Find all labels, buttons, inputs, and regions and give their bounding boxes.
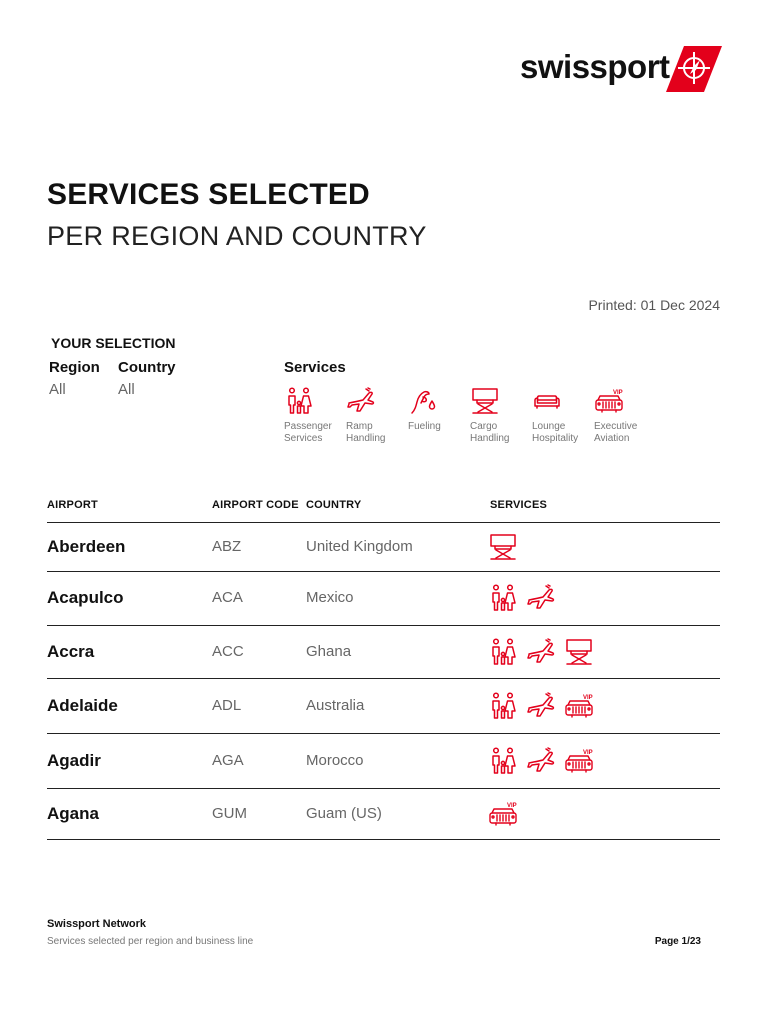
col-header-country: COUNTRY bbox=[306, 499, 362, 511]
footer-subtitle: Services selected per region and business line bbox=[47, 936, 254, 947]
legend-label: Executive Aviation bbox=[594, 421, 638, 444]
airport-code: ACA bbox=[212, 589, 243, 606]
passenger-services-icon bbox=[488, 746, 518, 776]
svg-text:VIP: VIP bbox=[583, 749, 593, 756]
airport-code: ABZ bbox=[212, 537, 242, 555]
service-icons bbox=[488, 637, 594, 667]
table-divider bbox=[47, 522, 720, 523]
legend-label: Fueling bbox=[408, 421, 441, 432]
footer-title: Swissport Network bbox=[47, 918, 147, 930]
services-label: Services bbox=[284, 359, 346, 376]
airport-name: Acapulco bbox=[47, 588, 124, 607]
page-number: Page 1/23 bbox=[654, 936, 701, 947]
col-header-airport: AIRPORT bbox=[47, 499, 98, 511]
executive-aviation-icon bbox=[488, 799, 518, 829]
airport-code: ACC bbox=[212, 642, 244, 660]
airport-code: ADL bbox=[212, 696, 242, 714]
cargo-handling-icon bbox=[470, 386, 500, 416]
country-name: Ghana bbox=[306, 642, 352, 660]
legend-item bbox=[594, 386, 656, 445]
table-divider bbox=[47, 839, 720, 840]
region-label: Region bbox=[49, 359, 100, 376]
col-header-services: SERVICES bbox=[490, 499, 548, 511]
airport-name: Aberdeen bbox=[47, 536, 126, 556]
country-name: Mexico bbox=[306, 589, 354, 606]
ramp-handling-icon bbox=[526, 746, 556, 776]
legend-item bbox=[532, 386, 594, 445]
airport-code: GUM bbox=[212, 804, 247, 822]
brand-name: swissport bbox=[520, 48, 670, 85]
legend-item bbox=[470, 386, 532, 445]
airport-name: Agana bbox=[47, 803, 99, 823]
table-divider bbox=[47, 788, 720, 789]
passenger-services-icon bbox=[488, 583, 518, 613]
legend-item bbox=[284, 386, 346, 445]
service-icons bbox=[488, 532, 518, 562]
svg-text:VIP: VIP bbox=[613, 390, 623, 396]
table-divider bbox=[47, 733, 720, 734]
ramp-handling-icon bbox=[526, 691, 556, 721]
ramp-handling-icon bbox=[346, 386, 376, 416]
lounge-hospitality-icon bbox=[532, 386, 562, 416]
legend-label: Lounge Hospitality bbox=[532, 421, 579, 444]
passenger-services-icon bbox=[284, 386, 314, 416]
executive-aviation-icon bbox=[564, 691, 594, 721]
selection-heading: YOUR SELECTION bbox=[51, 335, 176, 351]
svg-text:VIP: VIP bbox=[507, 802, 517, 809]
cargo-handling-icon bbox=[564, 637, 594, 667]
service-icons bbox=[488, 799, 518, 829]
country-name: Morocco bbox=[306, 751, 364, 769]
table-divider bbox=[47, 571, 720, 572]
page-subtitle: PER REGION AND COUNTRY bbox=[47, 221, 427, 251]
country-name: Guam (US) bbox=[306, 804, 382, 822]
legend-label: Ramp Handling bbox=[346, 421, 386, 444]
legend-label: Passenger Services bbox=[284, 421, 332, 444]
legend-label: Cargo Handling bbox=[470, 421, 510, 444]
country-label: Country bbox=[118, 359, 176, 376]
airport-name: Agadir bbox=[47, 750, 101, 770]
table-divider bbox=[47, 625, 720, 626]
table-divider bbox=[47, 678, 720, 679]
airport-code: AGA bbox=[212, 751, 244, 769]
col-header-code: AIRPORT CODE bbox=[212, 499, 299, 511]
passenger-services-icon bbox=[488, 637, 518, 667]
fueling-icon bbox=[408, 386, 438, 416]
ramp-handling-icon bbox=[526, 583, 556, 613]
country-name: United Kingdom bbox=[306, 537, 413, 555]
swissport-logo bbox=[520, 46, 725, 94]
executive-aviation-icon bbox=[564, 746, 594, 776]
service-icons bbox=[488, 583, 556, 613]
passenger-services-icon bbox=[488, 691, 518, 721]
legend-item bbox=[408, 386, 470, 445]
executive-aviation-icon bbox=[594, 386, 624, 416]
ramp-handling-icon bbox=[526, 637, 556, 667]
swissport-compass-logo-icon bbox=[666, 46, 722, 92]
svg-text:VIP: VIP bbox=[583, 694, 593, 701]
country-value: All bbox=[118, 381, 135, 398]
region-value: All bbox=[49, 381, 66, 398]
page-title: SERVICES SELECTED bbox=[47, 178, 370, 211]
services-legend bbox=[284, 386, 656, 445]
legend-item bbox=[346, 386, 408, 445]
service-icons bbox=[488, 691, 594, 721]
printed-date: Printed: 01 Dec 2024 bbox=[588, 297, 720, 313]
airport-name: Accra bbox=[47, 641, 95, 661]
cargo-handling-icon bbox=[488, 532, 518, 562]
country-name: Australia bbox=[306, 696, 365, 714]
airport-name: Adelaide bbox=[47, 695, 118, 715]
service-icons bbox=[488, 746, 594, 776]
